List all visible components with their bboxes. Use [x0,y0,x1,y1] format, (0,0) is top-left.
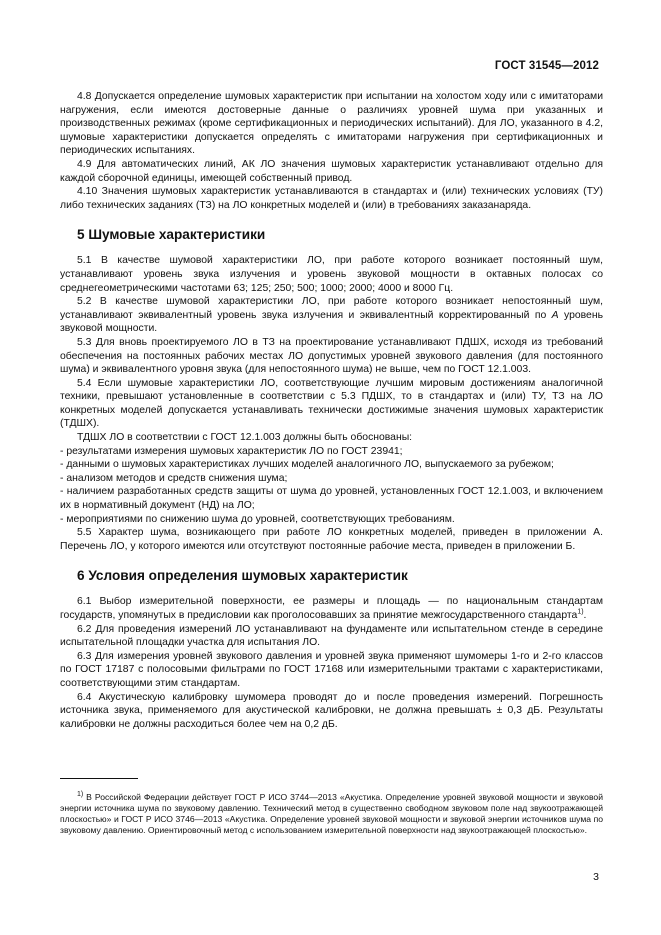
paragraph-5-2-end: уровень звуковой мощности. [60,309,603,335]
paragraph-6-1 [60,595,603,622]
footnote-text: В Российской Федерации действует ГОСТ Р ИСО 3744—2013 «Акустика. Определение уровней звуковой мощности и звуковой энергии источника шума по звуковому давлению. Технический метод в существенно свободном звуковом поле над звукоотражающей плоскостью» и ГОСТ Р ИСО 3746—2013 «Акустика. Определение уровней звуковой мощности и звуковой энергии источников шума по звуковому давлению. Ориентировочный метод с использованием измерительной поверхности над звукоотражающей плоскостью». [60,791,603,836]
paragraph-5-4-tdshkh: ТДШХ ЛО в соответствии с ГОСТ 12.1.003 должны быть обоснованы: [77,432,413,444]
paragraph-5-2-italic: А [551,309,559,321]
paragraph-6-1-end: . [583,610,587,621]
paragraph-6-2: 6.2 Для проведения измерений ЛО устанавливают на фундаменте или испытательном стенде в середине испытательной площадки участка для испытания ЛО. [60,623,603,649]
list-item: - наличием разработанных средств защиты от шума до уровней, установленных ГОСТ 12.1.003, и включением их в нормативный документ (НД) на ЛО; [60,486,603,512]
page-content [60,90,603,731]
list-item: - мероприятиями по снижению шума до уровней, соответствующих требованиям. [60,513,455,525]
paragraph-6-1-text: 6.1 Выбор измерительной поверхности, ее размеры и площадь — по национальным стандартам государств, упомянутых в предисловии как проголосовавших за принятие межгосударственного стандарта [60,596,603,621]
paragraph-6-3: 6.3 Для измерения уровней звукового давления и уровней звука применяют шумомеры 1-го и 2-го классов по ГОСТ 17187 с полосовыми фильтрами по ГОСТ 17168 или измерительными трактами с характеристиками, соответствующими этим стандартам. [60,650,603,689]
paragraph-4-10: 4.10 Значения шумовых характеристик устанавливаются в стандартах и (или) технических условиях (ТУ) либо технических заданиях (ТЗ) на ЛО конкретных моделей и (или) в требованиях заказанаряда. [60,186,603,211]
paragraph-6-4: 6.4 Акустическую калибровку шумомера проводят до и после проведения измерений. Погрешность источника звука, применяемого для акустической калибровки, не должна превышать ± 0,3 дБ. Результаты калибровки не должны расходиться более чем на 0,2 дБ. [60,691,603,730]
footnote-divider [60,778,138,779]
list-item: - анализом методов и средств снижения шума; [60,472,288,484]
page-number: 3 [593,871,599,883]
footnote-marker: 1) [77,790,84,798]
section-5-heading: 5 Шумовые характеристики [77,227,266,243]
paragraph-5-4: 5.4 Если шумовые характеристики ЛО, соответствующие лучшим мировым достижениям аналогичной техники, превышают установленные в соответствии с 5.3 ПДШХ, то в стандартах и (или) ТУ, ТЗ на ЛО конкретных моделей допускается устанавливать технически достижимые значения шумовых характеристик (ТДШХ). [60,377,603,430]
paragraph-5-3: 5.3 Для вновь проектируемого ЛО в ТЗ на проектирование устанавливают ПДШХ, исходя из требований обеспечения на постоянных рабочих местах ЛО допустимых уровней звукового давления (для постоянного шума) и эквивалентного уровня звука (для непостоянного шума) не выше, чем по ГОСТ 12.1.003. [60,336,603,376]
paragraph-5-2 [60,295,603,336]
paragraph-5-1: 5.1 В качестве шумовой характеристики ЛО, при работе которого возникает постоянный шум, устанавливают уровень звука излучения и уровень звуковой мощности в октавных полосах со среднегеометрическими частотами 63; 125; 250; 500; 1000; 2000; 4000 и 8000 Гц. [60,255,603,294]
document-code-header: ГОСТ 31545—2012 [494,60,599,72]
list-item: - результатами измерения шумовых характеристик ЛО по ГОСТ 23941; [60,445,403,457]
paragraph-4-8: 4.8 Допускается определение шумовых характеристик при испытании на холостом ходу или с имитаторами нагружения, если имеются достоверные данные о различиях уровней шума при указанных и производственных режимах (кроме сертификационных и периодических испытаний). Для ЛО, указанного в 4.2, шумовые характеристики допускается определять с имитаторами нагружения при сертификационных и периодических испытаниях. [60,91,603,157]
paragraph-5-5: 5.5 Характер шума, возникающего при работе ЛО конкретных моделей, приведен в приложении А. Перечень ЛО, у которого имеются или отсутствуют постоянные рабочие места, приведен в приложении Б. [60,527,603,552]
list-item: - данными о шумовых характеристиках лучших моделей аналогичного ЛО, выпускаемого за рубежом; [60,459,554,471]
paragraph-4-9: 4.9 Для автоматических линий, АК ЛО значения шумовых характеристик устанавливают отдельно для каждой сборочной единицы, имеющей собственный привод. [60,158,603,184]
footnote [60,792,603,837]
footnote-reference[interactable]: 1) [577,608,584,616]
paragraph-5-2-text: 5.2 В качестве шумовой характеристики ЛО, при работе которого возникает непостоянный шум, устанавливают эквивалентный уровень звука излучения и эквивалентный корректированный по [60,296,603,321]
section-6-heading: 6 Условия определения шумовых характеристик [77,568,408,584]
